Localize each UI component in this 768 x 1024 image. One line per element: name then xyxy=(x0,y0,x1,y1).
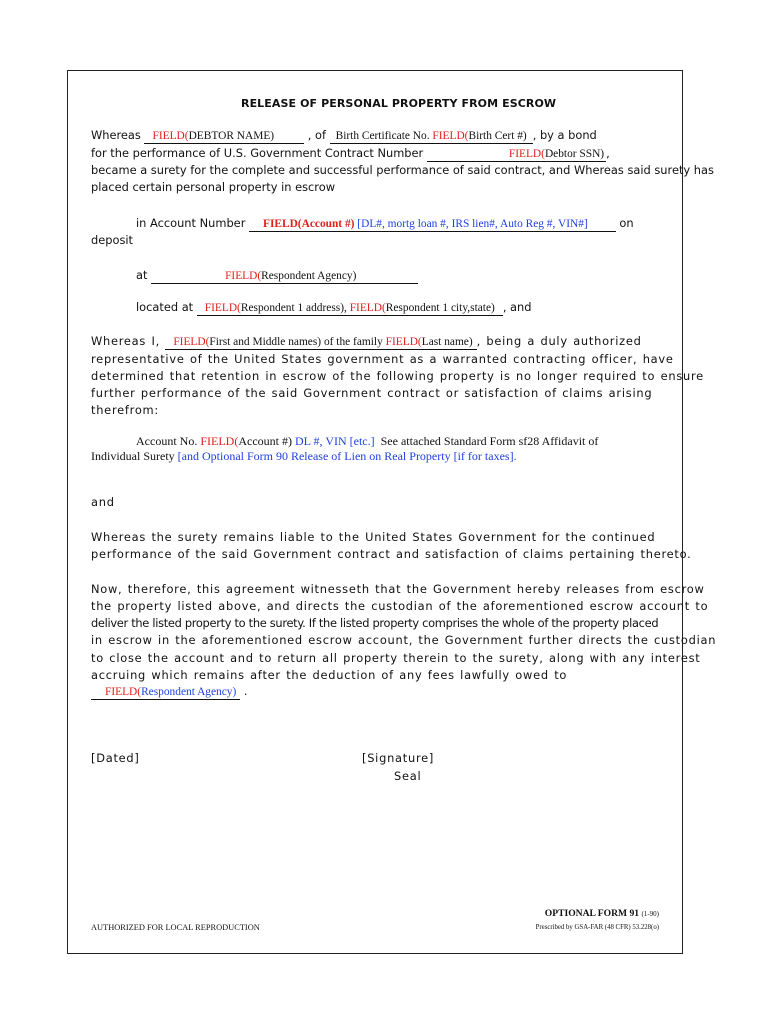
property-line-1: Account No. FIELD(Account #) DL #, VIN [etc.] See attached Standard Form sf28 Affidavit of xyxy=(136,434,599,448)
debtor-name-field[interactable]: FIELD(DEBTOR NAME) xyxy=(144,129,304,144)
dated-label: [Dated] xyxy=(91,751,140,765)
at-line: at FIELD(Respondent Agency) xyxy=(136,267,418,284)
whereas-i-line-3: determined that retention in escrow of the following property is no longer required to ensure xyxy=(91,369,704,383)
respondent-agency-field-2[interactable]: FIELD(Respondent Agency) xyxy=(91,685,240,700)
now-line-3: deliver the listed property to the surety. If the listed property comprises the whole of the property placed xyxy=(91,616,659,630)
prescribed-by: Prescribed by GSA-FAR (48 CFR) 53.228(o) xyxy=(535,924,659,931)
debtor-ssn-field[interactable]: FIELD(Debtor SSN) xyxy=(427,147,606,162)
seal-label: Seal xyxy=(394,769,422,783)
now-line-2: the property listed above, and directs the custodian of the aforementioned escrow account to xyxy=(91,599,709,613)
now-line-7: FIELD(Respondent Agency) . xyxy=(91,683,248,700)
officer-name-field[interactable]: FIELD(First and Middle names) of the family FIELD(Last name) xyxy=(165,335,476,350)
whereas-line-1: Whereas FIELD(DEBTOR NAME) , of Birth Certificate No. FIELD(Birth Cert #) , by a bond xyxy=(91,128,597,142)
and-word: and xyxy=(91,495,115,509)
whereas-i-line-4: further performance of the said Government contract or satisfaction of claims arising xyxy=(91,386,653,400)
optional-form-number: OPTIONAL FORM 91 (1-90) xyxy=(544,908,659,919)
now-line-5: to close the account and to return all property therein to the surety, along with any interest xyxy=(91,651,701,665)
now-line-6: accruing which remains after the deduction of any fees lawfully owed to xyxy=(91,668,568,682)
whereas-i-line-5: therefrom: xyxy=(91,403,159,417)
birth-cert-field[interactable]: Birth Certificate No. FIELD(Birth Cert #) xyxy=(330,129,533,144)
account-number-field[interactable]: FIELD(Account #) [DL#, mortg loan #, IRS lien#, Auto Reg #, VIN#] xyxy=(249,217,616,232)
footer-reproduction: AUTHORIZED FOR LOCAL REPRODUCTION xyxy=(91,923,260,932)
document-page xyxy=(67,70,717,954)
whereas-line-3: became a surety for the complete and successful performance of said contract, and Whereas said surety has xyxy=(91,163,714,177)
deposit-word: deposit xyxy=(91,233,134,247)
account-line: in Account Number FIELD(Account #) [DL#, mortg loan #, IRS lien#, Auto Reg #, VIN#] on xyxy=(136,216,634,230)
respondent-address-field[interactable]: FIELD(Respondent 1 address), FIELD(Respondent 1 city,state) xyxy=(197,301,503,316)
whereas-i-line-2: representative of the United States government as a warranted contracting officer, have xyxy=(91,352,674,366)
now-line-1: Now, therefore, this agreement witnesseth that the Government hereby releases from escrow xyxy=(91,582,705,596)
footer-form-block xyxy=(536,907,659,934)
respondent-agency-field[interactable]: FIELD(Respondent Agency) xyxy=(151,269,418,284)
signature-label: [Signature] xyxy=(362,751,435,765)
whereas-line-2: for the performance of U.S. Government Contract Number FIELD(Debtor SSN) , xyxy=(91,146,610,160)
whereas-surety-line-1: Whereas the surety remains liable to the United States Government for the continued xyxy=(91,530,656,544)
whereas-i-line-1: Whereas I, FIELD(First and Middle names) of the family FIELD(Last name) , being a duly authorized xyxy=(91,334,642,348)
whereas-line-4: placed certain personal property in escrow xyxy=(91,180,336,194)
now-line-4: in escrow in the aforementioned escrow account, the Government further directs the custodian xyxy=(91,633,717,647)
document-title: RELEASE OF PERSONAL PROPERTY FROM ESCROW xyxy=(241,97,557,110)
whereas-surety-line-2: performance of the said Government contract and satisfaction of claims pertaining thereto. xyxy=(91,547,692,561)
located-line: located at FIELD(Respondent 1 address), FIELD(Respondent 1 city,state) , and xyxy=(136,300,532,314)
property-line-2: Individual Surety [and Optional Form 90 Release of Lien on Real Property [if for taxes]. xyxy=(91,449,517,463)
